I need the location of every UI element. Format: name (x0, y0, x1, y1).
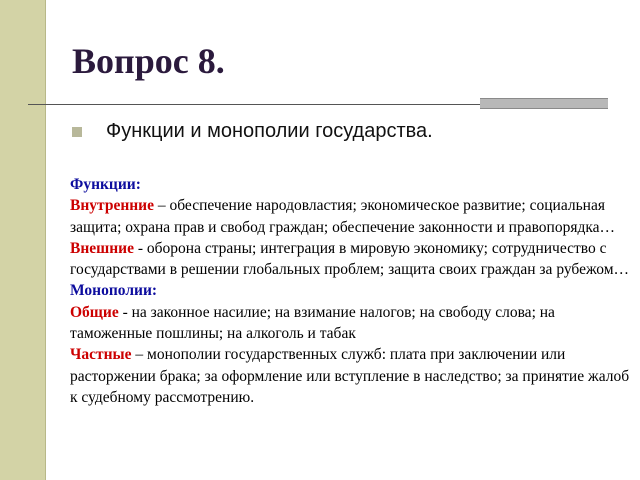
functions-heading: Функции: (70, 176, 141, 193)
external-text: - оборона страны; интеграция в мировую экономику; сотрудничество с государствами в решении глобальных проблем; защита своих граждан за рубежом… (70, 239, 630, 279)
private-text: – монополии государственных служб: плата при заключении или расторжении брака; за оформление или вступление в наследство; за принятие жалоб к судебному рассмотрению. (70, 346, 630, 406)
title-divider-accent (480, 98, 608, 109)
private-keyword: Частные (70, 346, 132, 364)
monopolies-heading: Монополии: (70, 282, 158, 300)
external-keyword: Внешние (70, 239, 134, 257)
general-keyword: Общие (70, 303, 119, 321)
bullet-item (72, 120, 433, 143)
slide-title: Вопрос 8. (72, 41, 225, 81)
private-monopolies-paragraph (70, 344, 632, 408)
external-functions-paragraph (70, 238, 632, 281)
general-text: - на законное насилие; на взимание налогов; на свободу слова; на таможенные пошлины; на алкоголь и табак (70, 303, 555, 343)
internal-keyword: Внутренние (70, 197, 154, 215)
internal-text: – обеспечение народовластия; экономическое развитие; социальная защита; охрана прав и свобод граждан; обеспечение законности и правопорядка… (70, 197, 616, 236)
slide-content (70, 174, 632, 408)
internal-functions-paragraph (70, 195, 632, 238)
bullet-text: Функции и монополии государства. (106, 120, 433, 142)
square-bullet-icon (72, 127, 82, 137)
general-monopolies-paragraph (70, 302, 632, 345)
left-decorative-bar (0, 0, 46, 480)
